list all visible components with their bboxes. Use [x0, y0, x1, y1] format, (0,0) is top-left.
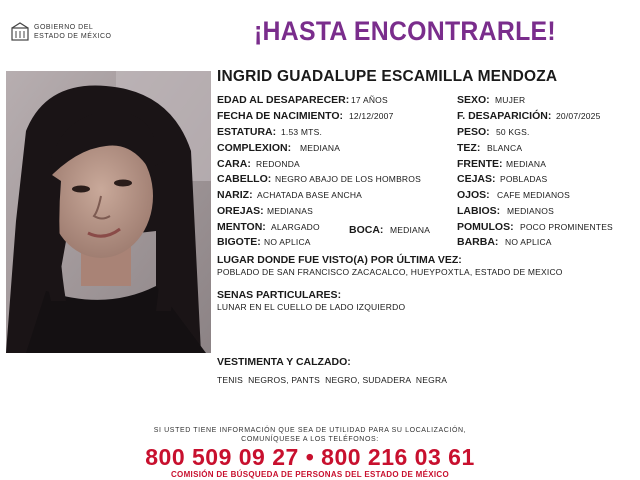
height-value: 1.53 MTS. [281, 127, 323, 137]
state-seal-icon [10, 22, 30, 42]
portrait-illustration [6, 71, 211, 353]
phone-numbers: 800 509 09 27 • 800 216 03 61 [145, 444, 475, 470]
last-seen-value: POBLADO DE SAN FRANCISCO ZACACALCO, HUEYPOXTLA, ESTADO DE MEXICO [217, 267, 563, 277]
person-name: INGRID GUADALUPE ESCAMILLA MENDOZA [217, 68, 558, 85]
distinguishing-marks-label: SENAS PARTICULARES: [217, 289, 342, 301]
build-label: COMPLEXION: [217, 142, 292, 154]
clothing-value: TENIS NEGROS, PANTS NEGRO, SUDADERA NEGRA [217, 375, 448, 385]
nose-value: ACHATADA BASE ANCHA [257, 190, 363, 200]
sex-value: MUJER [495, 95, 526, 105]
mustache-value: NO APLICA [264, 237, 311, 247]
ears-value: MEDIANAS [267, 206, 313, 216]
face-label: CARA: [217, 158, 251, 170]
weight-value: 50 KGS. [496, 127, 530, 137]
mouth-label: BOCA: [349, 224, 384, 236]
hair-value: NEGRO ABAJO DE LOS HOMBROS [275, 174, 421, 184]
eyebrows-label: CEJAS: [457, 173, 496, 185]
eyebrows-value: POBLADAS [500, 174, 548, 184]
birthdate-label: FECHA DE NACIMIENTO: [217, 110, 343, 122]
cheekbones-label: POMULOS: [457, 221, 514, 233]
build-value: MEDIANA [300, 143, 341, 153]
forehead-label: FRENTE: [457, 158, 503, 170]
contact-info-line-2: COMUNÍQUESE A LOS TELÉFONOS: [241, 436, 379, 443]
last-seen-label: LUGAR DONDE FUE VISTO(A) POR ÚLTIMA VEZ: [217, 254, 462, 266]
government-logo [10, 20, 120, 46]
height-label: ESTATURA: [217, 126, 277, 138]
lips-label: LABIOS: [457, 205, 501, 217]
logo-line-2: ESTADO DE MÉXICO [34, 33, 112, 40]
complexion-tone-label: TEZ: [457, 142, 481, 154]
forehead-value: MEDIANA [506, 159, 547, 169]
person-photo [6, 71, 211, 353]
eyes-value: CAFE MEDIANOS [497, 190, 570, 200]
age-value: 17 AÑOS [351, 95, 388, 105]
disappearance-date-value: 20/07/2025 [556, 111, 601, 121]
commission-footer: COMISIÓN DE BÚSQUEDA DE PERSONAS DEL ESTADO DE MÉXICO [170, 470, 449, 479]
chin-label: MENTON: [217, 221, 266, 233]
hair-label: CABELLO: [217, 173, 272, 185]
clothing-label: VESTIMENTA Y CALZADO: [217, 356, 351, 368]
cheekbones-value: POCO PROMINENTES [520, 222, 613, 232]
beard-label: BARBA: [457, 236, 499, 248]
age-label: EDAD AL DESAPARECER: [217, 94, 350, 106]
headline: ¡HASTA ENCONTRARLE! [254, 16, 556, 46]
sex-label: SEXO: [457, 94, 490, 106]
birthdate-value: 12/12/2007 [349, 111, 394, 121]
contact-info-line-1: SI USTED TIENE INFORMACIÓN QUE SEA DE UTILIDAD PARA SU LOCALIZACIÓN, [153, 427, 467, 434]
distinguishing-marks-value: LUNAR EN EL CUELLO DE LADO IZQUIERDO [217, 302, 406, 312]
ears-label: OREJAS: [217, 205, 264, 217]
nose-label: NARIZ: [217, 189, 253, 201]
weight-label: PESO: [457, 126, 490, 138]
beard-value: NO APLICA [505, 237, 552, 247]
complexion-tone-value: BLANCA [487, 143, 523, 153]
mouth-value: MEDIANA [390, 225, 431, 235]
eyes-label: OJOS: [457, 189, 490, 201]
mustache-label: BIGOTE: [217, 236, 261, 248]
disappearance-date-label: F. DESAPARICIÓN: [457, 110, 552, 122]
lips-value: MEDIANOS [507, 206, 554, 216]
chin-value: ALARGADO [271, 222, 320, 232]
logo-line-1: GOBIERNO DEL [34, 24, 94, 31]
face-value: REDONDA [256, 159, 300, 169]
